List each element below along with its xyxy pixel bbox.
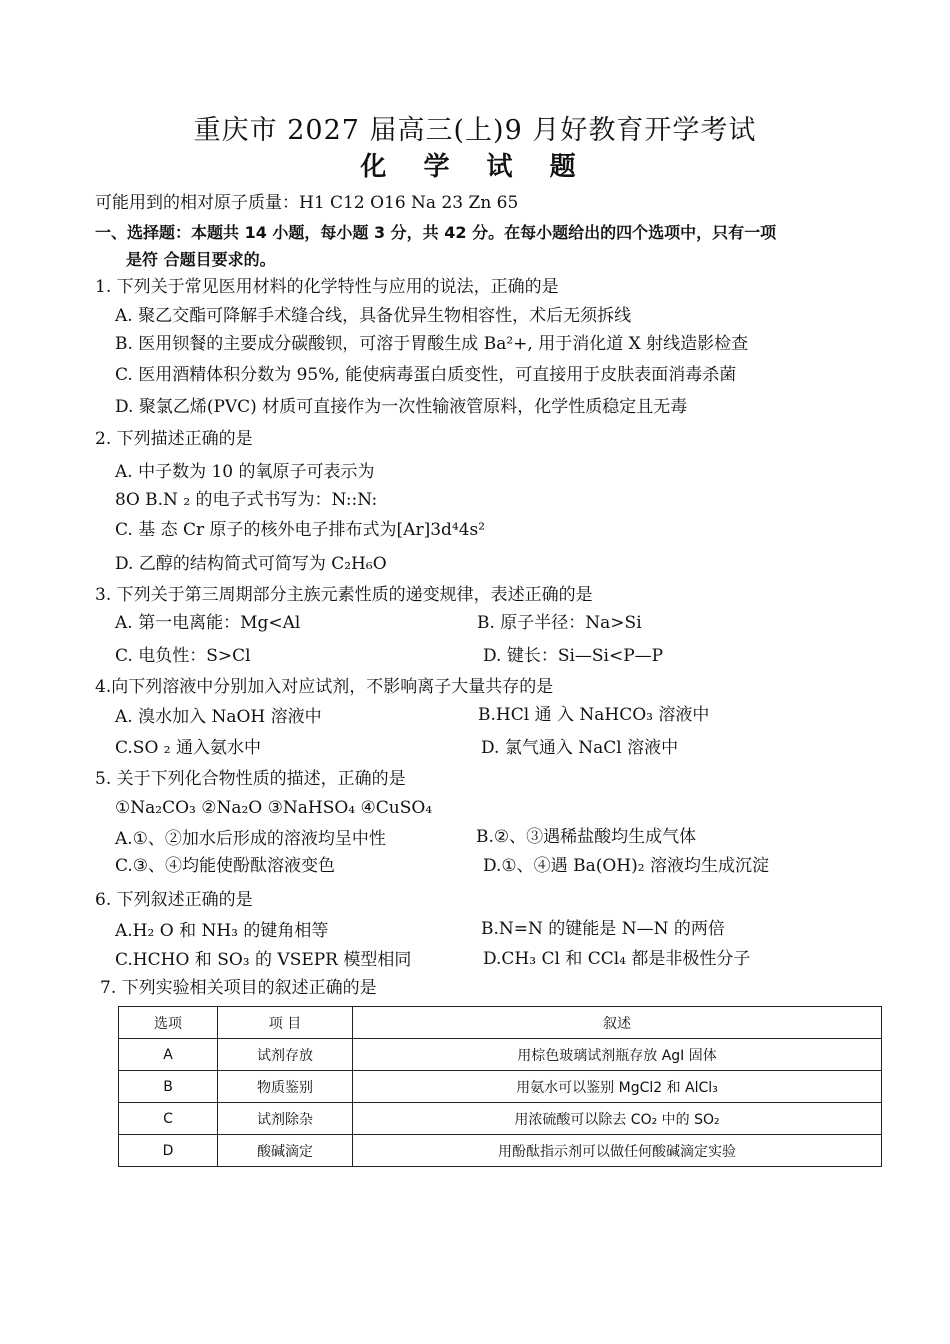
question-4-stem: 4.向下列溶液中分别加入对应试剂，不影响离子大量共存的是 [95, 677, 554, 697]
table-row [119, 1103, 882, 1135]
question-6-option-b: B.N=N 的键能是 N—N 的两倍 [481, 919, 725, 939]
table-row [119, 1039, 882, 1071]
question-3-option-c: C. 电负性：S>Cl [115, 646, 251, 666]
question-3-option-a: A. 第一电离能：Mg<Al [115, 613, 301, 633]
atomic-mass-line: 可能用到的相对原子质量：H1 C12 O16 Na 23 Zn 65 [95, 193, 519, 213]
table-cell-item: 酸碱滴定 [218, 1135, 353, 1167]
question-4-option-b: B.HCl 通 入 NaHCO₃ 溶液中 [478, 705, 710, 725]
table-cell-item: 试剂除杂 [218, 1103, 353, 1135]
question-7-stem: 7. 下列实验相关项目的叙述正确的是 [100, 978, 377, 998]
table-header-description: 叙述 [353, 1007, 882, 1039]
question-1-option-c: C. 医用酒精体积分数为 95%, 能使病毒蛋白质变性，可直接用于皮肤表面消毒杀菌 [115, 365, 737, 385]
question-3-stem: 3. 下列关于第三周期部分主族元素性质的递变规律，表述正确的是 [95, 585, 593, 605]
question-2-option-ab: 8O B.N ₂ 的电子式书写为：N::N: [115, 490, 378, 510]
question-6-stem: 6. 下列叙述正确的是 [95, 890, 253, 910]
question-4-option-d: D. 氯气通入 NaCl 溶液中 [481, 738, 679, 758]
question-5-option-b: B.②、③遇稀盐酸均生成气体 [476, 827, 697, 847]
question-2-option-c: C. 基 态 Cr 原子的核外电子排布式为[Ar]3d⁴4s² [115, 520, 486, 540]
table-header-item: 项 目 [218, 1007, 353, 1039]
question-6-option-a: A.H₂ O 和 NH₃ 的键角相等 [115, 921, 329, 941]
table-cell-option: B [119, 1071, 218, 1103]
table-row [119, 1135, 882, 1167]
question-2-option-d: D. 乙醇的结构简式可简写为 C₂H₆O [115, 554, 387, 574]
question-5-option-c: C.③、④均能使酚酞溶液变色 [115, 856, 336, 876]
table-cell-option: A [119, 1039, 218, 1071]
table-cell-option: D [119, 1135, 218, 1167]
question-2-stem: 2. 下列描述正确的是 [95, 429, 253, 449]
experiment-table [118, 1006, 882, 1167]
question-5-option-d: D.①、④遇 Ba(OH)₂ 溶液均生成沉淀 [483, 856, 769, 876]
table-cell-item: 物质鉴别 [218, 1071, 353, 1103]
table-row [119, 1071, 882, 1103]
question-1-option-d: D. 聚氯乙烯(PVC) 材质可直接作为一次性输液管原料，化学性质稳定且无毒 [115, 397, 688, 417]
question-2-option-a: A. 中子数为 10 的氧原子可表示为 [115, 462, 375, 482]
question-5-compounds: ①Na₂CO₃ ②Na₂O ③NaHSO₄ ④CuSO₄ [115, 798, 433, 818]
exam-title: 重庆市 2027 届高三(上)9 月好教育开学考试 [193, 115, 757, 146]
question-3-option-b: B. 原子半径：Na>Si [477, 613, 642, 633]
table-cell-description: 用氨水可以鉴别 MgCl2 和 AlCl₃ [353, 1071, 882, 1103]
exam-subtitle: 化 学 试 题 [360, 152, 590, 182]
table-header-row [119, 1007, 882, 1039]
question-3-option-d: D. 键长：Si—Si<P—P [483, 646, 664, 666]
table-cell-description: 用浓硫酸可以除去 CO₂ 中的 SO₂ [353, 1103, 882, 1135]
question-6-option-c: C.HCHO 和 SO₃ 的 VSEPR 模型相同 [115, 950, 412, 970]
question-1-option-a: A. 聚乙交酯可降解手术缝合线，具备优异生物相容性，术后无须拆线 [115, 306, 632, 326]
question-1-option-b: B. 医用钡餐的主要成分碳酸钡，可溶于胃酸生成 Ba²+, 用于消化道 X 射线造影检查 [115, 334, 749, 354]
table-cell-description: 用酚酞指示剂可以做任何酸碱滴定实验 [353, 1135, 882, 1167]
table-cell-item: 试剂存放 [218, 1039, 353, 1071]
question-5-stem: 5. 关于下列化合物性质的描述，正确的是 [95, 769, 406, 789]
table-cell-description: 用棕色玻璃试剂瓶存放 AgI 固体 [353, 1039, 882, 1071]
question-6-option-d: D.CH₃ Cl 和 CCl₄ 都是非极性分子 [483, 949, 751, 969]
table-header-option: 选项 [119, 1007, 218, 1039]
question-4-option-c: C.SO ₂ 通入氨水中 [115, 738, 262, 758]
question-1-stem: 1. 下列关于常见医用材料的化学特性与应用的说法，正确的是 [95, 277, 559, 297]
question-4-option-a: A. 溴水加入 NaOH 溶液中 [115, 707, 322, 727]
table-cell-option: C [119, 1103, 218, 1135]
section-instructions-cont: 是符 合题目要求的。 [126, 250, 276, 269]
question-5-option-a: A.①、②加水后形成的溶液均呈中性 [115, 829, 386, 849]
section-instructions: 一、选择题：本题共 14 小题，每小题 3 分，共 42 分。在每小题给出的四个选项中，只有一项 [95, 223, 777, 242]
